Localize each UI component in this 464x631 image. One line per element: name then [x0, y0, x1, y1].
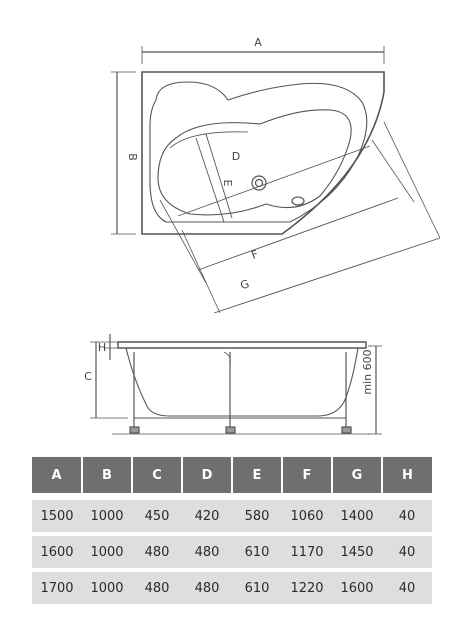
table-cell: 1600	[32, 536, 82, 568]
table-cell: 420	[182, 500, 232, 532]
dimension-g-line	[214, 238, 440, 313]
label-g: G	[238, 277, 252, 293]
tub-rim	[150, 82, 367, 222]
tub-basin	[158, 110, 351, 215]
frame-foot	[130, 427, 139, 433]
label-e: E	[221, 179, 234, 187]
column-header: E	[232, 457, 282, 493]
table-cell: 1400	[332, 500, 382, 532]
column-header: A	[32, 457, 82, 493]
frame-foot	[342, 427, 351, 433]
table-cell: 1220	[282, 572, 332, 604]
column-header: H	[382, 457, 432, 493]
table-cell: 610	[232, 572, 282, 604]
label-d: D	[231, 150, 241, 163]
table-cell: 1450	[332, 536, 382, 568]
label-min-600: min 600	[361, 349, 374, 395]
column-header: C	[132, 457, 182, 493]
label-c: C	[84, 370, 92, 383]
frame-foot	[226, 427, 235, 433]
plan-view	[111, 46, 440, 313]
label-a: A	[254, 36, 262, 49]
table-row	[32, 500, 432, 532]
table-cell: 1500	[32, 500, 82, 532]
table-cell: 450	[132, 500, 182, 532]
table-cell: 1000	[82, 500, 132, 532]
table-cell: 480	[182, 536, 232, 568]
table-cell: 610	[232, 536, 282, 568]
column-header: B	[82, 457, 132, 493]
column-header: D	[182, 457, 232, 493]
table-cell: 40	[382, 500, 432, 532]
table-cell: 1170	[282, 536, 332, 568]
table-cell: 480	[132, 536, 182, 568]
table-cell: 580	[232, 500, 282, 532]
table-cell: 1600	[332, 572, 382, 604]
overflow-icon	[292, 197, 304, 205]
label-f: F	[249, 247, 260, 262]
table-cell: 1000	[82, 536, 132, 568]
table-row	[32, 572, 432, 604]
table-cell: 480	[132, 572, 182, 604]
table-cell: 1060	[282, 500, 332, 532]
dimension-d-line	[206, 134, 232, 218]
column-header: G	[332, 457, 382, 493]
table-row	[32, 536, 432, 568]
label-h: H	[97, 341, 107, 354]
tub-side-shell	[126, 348, 358, 416]
column-header: F	[282, 457, 332, 493]
tub-side-rim	[118, 342, 366, 348]
table-cell: 1000	[82, 572, 132, 604]
table-cell: 40	[382, 536, 432, 568]
side-view	[90, 334, 382, 434]
table-cell: 480	[182, 572, 232, 604]
table-cell: 40	[382, 572, 432, 604]
dimensions-table	[32, 457, 432, 604]
table-cell: 1700	[32, 572, 82, 604]
label-b: B	[126, 153, 139, 161]
table-header-row	[32, 457, 432, 493]
